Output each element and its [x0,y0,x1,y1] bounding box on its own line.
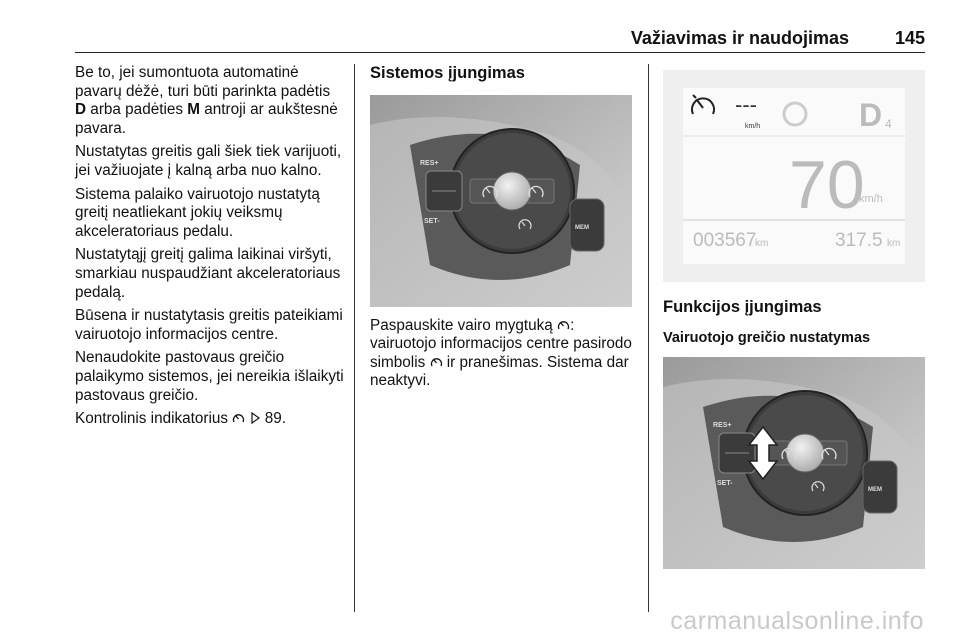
res-label: RES+ [713,422,732,430]
watermark: carmanualsonline.info [670,607,924,635]
set-label: SET- [717,480,733,488]
gear-number: 4 [885,117,892,131]
set-speed-unit: km/h [745,123,761,130]
current-speed: 70 [789,147,865,223]
paragraph: Nustatytas greitis gali šiek tiek varijuoti, jei važiuojate į kalną arba nuo kalno. [75,143,342,179]
paragraph: Sistema palaiko vairuotojo nustatytą greitį neatliekant jokių veiksmų akceleratoriaus pedalu. [75,185,320,240]
subsection-heading: Vairuotojo greičio nustatymas [663,329,871,346]
trip-meter: 317.5 [835,230,883,251]
gear-indicator: D [859,97,883,133]
paragraph: Kontrolinis indikatorius 89. [75,410,287,428]
section-title: Važiavimas ir naudojimas [630,28,849,48]
steering-wheel-figure [370,95,632,307]
set-speed: --- [735,92,757,117]
mem-label: MEM [868,487,882,494]
steering-wheel-figure [663,357,925,569]
paragraph: Nustatytąjį greitį galima laikinai viršyti, smarkiau nuspaudžiant akceleratoriaus pedalą. [75,246,341,301]
instrument-display-figure [663,70,925,282]
odometer-unit: km [755,238,769,249]
column-divider-1 [354,64,355,612]
column-1 [75,64,345,434]
column-3 [663,64,925,569]
paragraph: Paspauskite vairo mygtuką : vairuotojo informacijos centre pasirodo simbolis ir pranešimas. Sistema dar neaktyvi. [370,316,632,390]
paragraph: Nenaudokite pastovaus greičio palaikymo sistemos, jei nereikia išlaikyti pastovaus greičio. [75,349,344,404]
column-2 [370,64,638,396]
paragraph: Be to, jei sumontuota automatinė pavarų dėžė, turi būti parinkta padėtis D arba padėties M antroji ar aukštesnė pavara. [75,64,338,137]
trip-unit: km [887,238,901,249]
cruise-control-icon [557,319,570,331]
set-label: SET- [424,217,440,225]
res-label: RES+ [420,159,439,167]
cruise-control-icon [430,356,443,368]
speed-unit: km/h [859,193,883,205]
section-heading: Sistemos įjungimas [370,64,525,82]
page-number: 145 [894,28,925,48]
section-heading: Funkcijos įjungimas [663,298,822,316]
column-divider-2 [648,64,649,612]
mem-label: MEM [575,224,589,231]
cruise-control-icon [232,412,245,424]
page-reference-icon [250,412,261,424]
paragraph: Būsena ir nustatytasis greitis pateikiami vairuotojo informacijos centre. [75,307,343,343]
page-header [75,26,925,53]
odometer: 003567 [693,230,757,251]
